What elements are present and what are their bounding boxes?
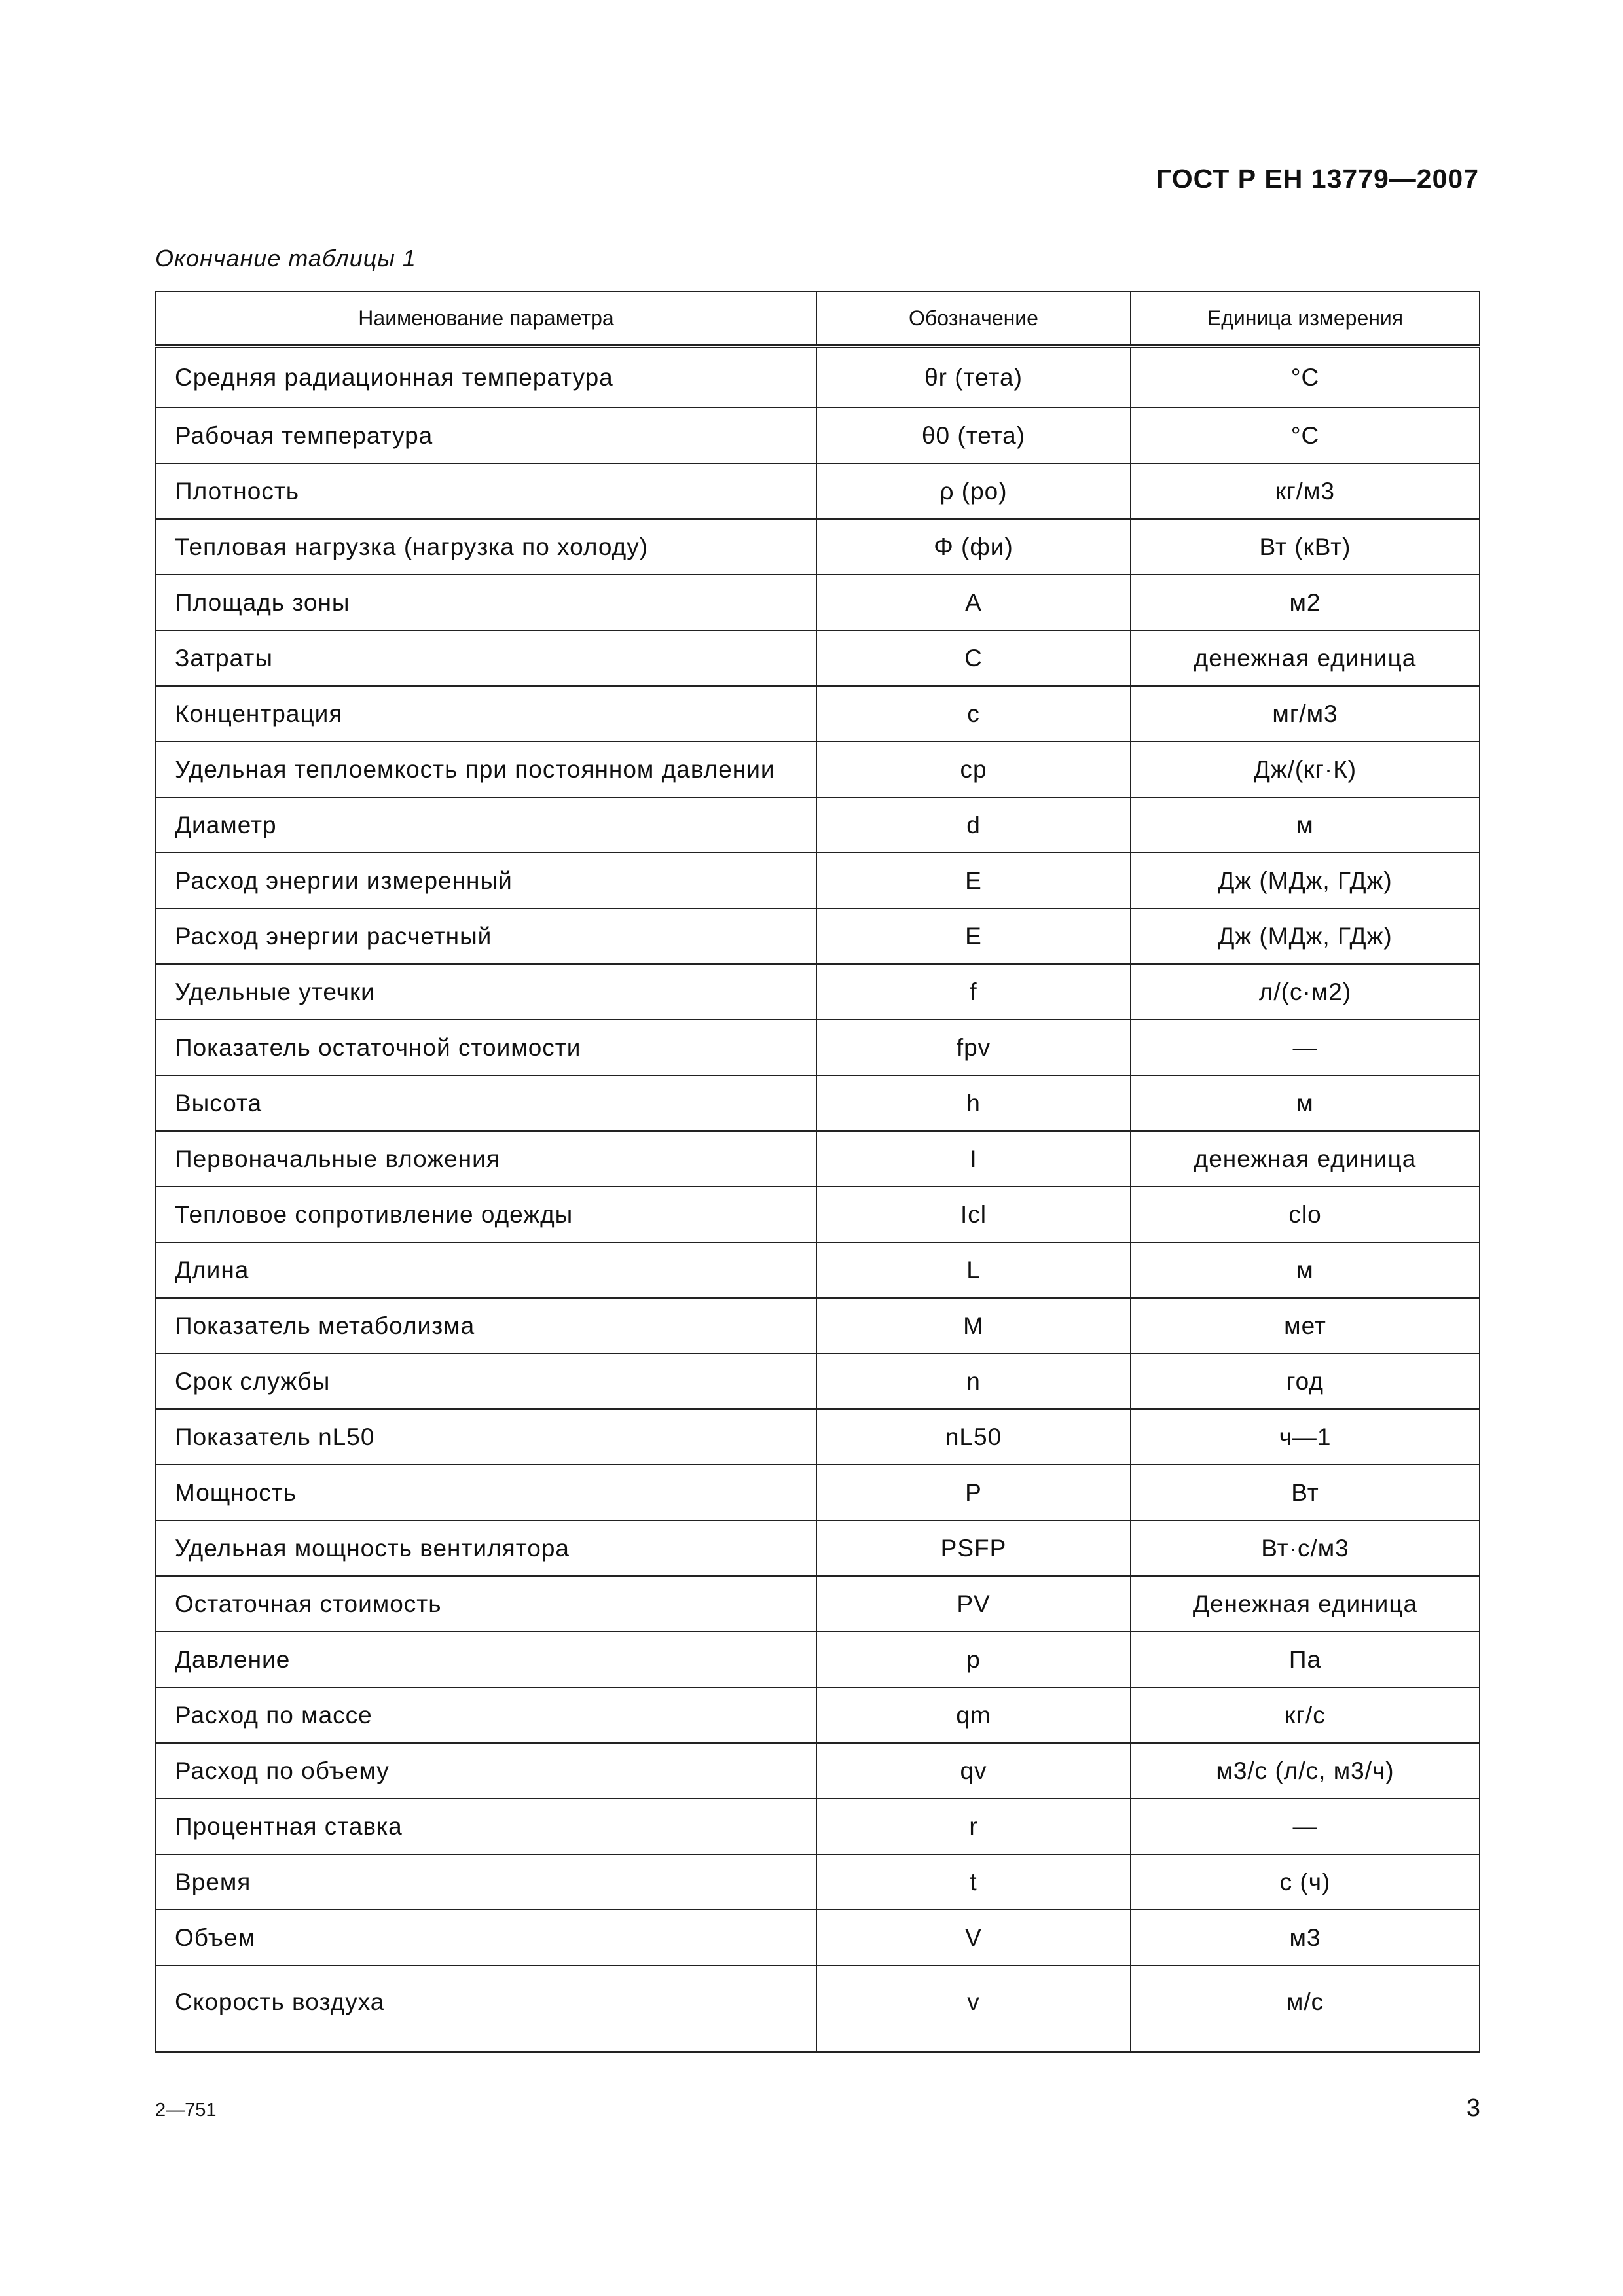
param-name: Показатель остаточной стоимости: [156, 1020, 816, 1075]
param-unit: с (ч): [1131, 1854, 1480, 1910]
column-header-unit: Единица измерения: [1131, 291, 1480, 346]
table-row: [156, 853, 1480, 908]
param-unit: м: [1131, 1242, 1480, 1298]
param-symbol: f: [816, 964, 1131, 1020]
param-unit: Дж (МДж, ГДж): [1131, 853, 1480, 908]
table-row: [156, 1298, 1480, 1354]
table-row: [156, 1965, 1480, 2052]
param-name: Концентрация: [156, 686, 816, 742]
table-row: [156, 1409, 1480, 1465]
table-row: [156, 1854, 1480, 1910]
column-header-symbol: Обозначение: [816, 291, 1131, 346]
param-unit: Денежная единица: [1131, 1576, 1480, 1632]
param-symbol: nL50: [816, 1409, 1131, 1465]
param-unit: м3/с (л/с, м3/ч): [1131, 1743, 1480, 1799]
param-unit: м2: [1131, 575, 1480, 630]
param-name: Время: [156, 1854, 816, 1910]
param-symbol: E: [816, 908, 1131, 964]
table-row: [156, 1020, 1480, 1075]
param-unit: —: [1131, 1799, 1480, 1854]
param-unit: денежная единица: [1131, 630, 1480, 686]
param-name: Тепловая нагрузка (нагрузка по холоду): [156, 519, 816, 575]
param-symbol: V: [816, 1910, 1131, 1965]
param-symbol: ρ (ро): [816, 463, 1131, 519]
param-name: Плотность: [156, 463, 816, 519]
param-unit: °C: [1131, 346, 1480, 408]
table-row: [156, 797, 1480, 853]
table-row: [156, 1799, 1480, 1854]
table-caption: Окончание таблицы 1: [155, 245, 416, 272]
param-name: Рабочая температура: [156, 408, 816, 463]
table-row: [156, 1910, 1480, 1965]
param-unit: Вт: [1131, 1465, 1480, 1520]
table-header-row: [156, 291, 1480, 346]
param-name: Объем: [156, 1910, 816, 1965]
table-row: [156, 1075, 1480, 1131]
table-row: [156, 1743, 1480, 1799]
param-symbol: d: [816, 797, 1131, 853]
param-symbol: I: [816, 1131, 1131, 1187]
page-number: 3: [1466, 2094, 1480, 2122]
param-unit: clo: [1131, 1187, 1480, 1242]
param-symbol: n: [816, 1354, 1131, 1409]
param-unit: —: [1131, 1020, 1480, 1075]
parameters-table-container: [155, 291, 1479, 2053]
table-row: [156, 1576, 1480, 1632]
table-row: [156, 1632, 1480, 1687]
param-name: Высота: [156, 1075, 816, 1131]
param-symbol: p: [816, 1632, 1131, 1687]
table-row: [156, 630, 1480, 686]
table-row: [156, 1187, 1480, 1242]
param-symbol: Icl: [816, 1187, 1131, 1242]
param-name: Расход энергии расчетный: [156, 908, 816, 964]
param-name: Срок службы: [156, 1354, 816, 1409]
param-unit: год: [1131, 1354, 1480, 1409]
param-symbol: Φ (фи): [816, 519, 1131, 575]
table-row: [156, 1465, 1480, 1520]
param-unit: л/(с·м2): [1131, 964, 1480, 1020]
table-row: [156, 964, 1480, 1020]
table-row: [156, 346, 1480, 408]
param-symbol: E: [816, 853, 1131, 908]
param-symbol: qv: [816, 1743, 1131, 1799]
parameters-table: [155, 291, 1480, 2053]
param-unit: Вт·с/м3: [1131, 1520, 1480, 1576]
table-row: [156, 742, 1480, 797]
param-unit: м/с: [1131, 1965, 1480, 2052]
param-symbol: PV: [816, 1576, 1131, 1632]
param-unit: Вт (кВт): [1131, 519, 1480, 575]
param-unit: Дж/(кг·К): [1131, 742, 1480, 797]
param-name: Остаточная стоимость: [156, 1576, 816, 1632]
param-unit: м: [1131, 797, 1480, 853]
param-unit: кг/м3: [1131, 463, 1480, 519]
param-symbol: v: [816, 1965, 1131, 2052]
param-symbol: A: [816, 575, 1131, 630]
param-symbol: cp: [816, 742, 1131, 797]
param-name: Первоначальные вложения: [156, 1131, 816, 1187]
param-unit: м: [1131, 1075, 1480, 1131]
param-symbol: c: [816, 686, 1131, 742]
param-unit: кг/с: [1131, 1687, 1480, 1743]
param-name: Показатель метаболизма: [156, 1298, 816, 1354]
param-name: Затраты: [156, 630, 816, 686]
param-name: Мощность: [156, 1465, 816, 1520]
param-unit: ч—1: [1131, 1409, 1480, 1465]
table-row: [156, 463, 1480, 519]
param-symbol: fpv: [816, 1020, 1131, 1075]
param-symbol: h: [816, 1075, 1131, 1131]
param-unit: Дж (МДж, ГДж): [1131, 908, 1480, 964]
param-name: Длина: [156, 1242, 816, 1298]
param-name: Тепловое сопротивление одежды: [156, 1187, 816, 1242]
param-name: Расход по массе: [156, 1687, 816, 1743]
table-row: [156, 575, 1480, 630]
param-symbol: C: [816, 630, 1131, 686]
param-name: Расход энергии измеренный: [156, 853, 816, 908]
param-name: Показатель nL50: [156, 1409, 816, 1465]
param-unit: Па: [1131, 1632, 1480, 1687]
param-name: Расход по объему: [156, 1743, 816, 1799]
param-name: Давление: [156, 1632, 816, 1687]
param-symbol: θr (тета): [816, 346, 1131, 408]
param-name: Площадь зоны: [156, 575, 816, 630]
param-name: Удельная мощность вентилятора: [156, 1520, 816, 1576]
param-symbol: qm: [816, 1687, 1131, 1743]
param-name: Скорость воздуха: [156, 1965, 816, 2052]
standard-number: ГОСТ Р ЕН 13779—2007: [1156, 164, 1479, 194]
table-row: [156, 1242, 1480, 1298]
param-unit: денежная единица: [1131, 1131, 1480, 1187]
param-symbol: PSFP: [816, 1520, 1131, 1576]
param-name: Удельные утечки: [156, 964, 816, 1020]
column-header-name: Наименование параметра: [156, 291, 816, 346]
param-unit: мг/м3: [1131, 686, 1480, 742]
param-symbol: r: [816, 1799, 1131, 1854]
param-name: Диаметр: [156, 797, 816, 853]
table-row: [156, 408, 1480, 463]
param-name: Средняя радиационная температура: [156, 346, 816, 408]
table-row: [156, 1131, 1480, 1187]
table-row: [156, 908, 1480, 964]
param-symbol: θ0 (тета): [816, 408, 1131, 463]
print-code: 2—751: [155, 2100, 217, 2121]
table-row: [156, 519, 1480, 575]
table-row: [156, 686, 1480, 742]
table-row: [156, 1354, 1480, 1409]
param-unit: °C: [1131, 408, 1480, 463]
param-unit: мет: [1131, 1298, 1480, 1354]
param-symbol: P: [816, 1465, 1131, 1520]
param-symbol: t: [816, 1854, 1131, 1910]
table-row: [156, 1520, 1480, 1576]
param-symbol: M: [816, 1298, 1131, 1354]
param-name: Удельная теплоемкость при постоянном давлении: [156, 742, 816, 797]
param-symbol: L: [816, 1242, 1131, 1298]
table-row: [156, 1687, 1480, 1743]
param-unit: м3: [1131, 1910, 1480, 1965]
param-name: Процентная ставка: [156, 1799, 816, 1854]
